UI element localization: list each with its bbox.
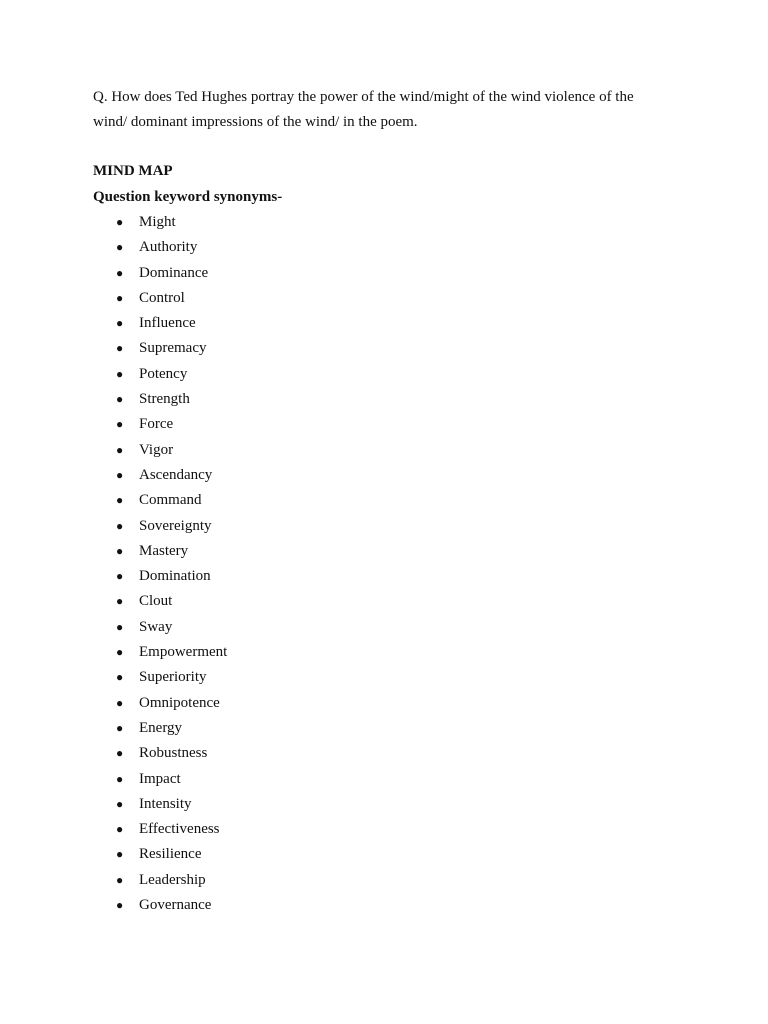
synonym-text: Omnipotence: [139, 694, 220, 711]
bullet-icon: ●: [116, 594, 124, 609]
bullet-icon: ●: [116, 796, 124, 811]
synonym-text: Control: [139, 289, 185, 306]
synonym-text: Sovereignty: [139, 517, 212, 534]
synonym-text: Authority: [139, 239, 198, 256]
synonym-text: Intensity: [139, 795, 192, 812]
bullet-icon: ●: [116, 720, 124, 735]
bullet-icon: ●: [116, 493, 124, 508]
synonym-text: Influence: [139, 315, 196, 332]
bullet-icon: ●: [116, 872, 124, 887]
synonym-text: Resilience: [139, 846, 202, 863]
bullet-icon: ●: [116, 290, 124, 305]
bullet-icon: ●: [116, 215, 124, 229]
synonym-text: Command: [139, 492, 202, 509]
synonym-text: Robustness: [139, 745, 208, 762]
mind-map-heading: MIND MAP: [93, 163, 173, 179]
keywords-heading: Question keyword synonyms-: [93, 189, 283, 205]
bullet-icon: ●: [116, 417, 124, 432]
synonym-text: Effectiveness: [139, 821, 220, 838]
synonym-text: Strength: [139, 391, 190, 408]
bullet-icon: ●: [116, 771, 124, 786]
question-line-2: wind/ dominant impressions of the wind/ in the poem.: [93, 114, 418, 130]
synonym-text: Ascendancy: [139, 466, 213, 483]
bullet-icon: ●: [116, 898, 124, 913]
synonym-text: Energy: [139, 719, 183, 736]
synonym-text: Empowerment: [139, 644, 228, 661]
bullet-icon: ●: [116, 746, 124, 761]
synonym-text: Governance: [139, 897, 212, 914]
bullet-icon: ●: [116, 569, 124, 584]
bullet-icon: ●: [116, 670, 124, 685]
bullet-icon: ●: [116, 619, 124, 634]
question-paragraph: [93, 85, 683, 135]
bullet-icon: ●: [116, 467, 124, 482]
synonym-text: Domination: [139, 568, 211, 585]
synonym-text: Dominance: [139, 264, 209, 281]
synonym-text: Vigor: [139, 441, 174, 458]
synonym-text: Sway: [139, 618, 173, 635]
synonym-text: Impact: [139, 770, 181, 787]
synonym-text: Might: [139, 214, 176, 230]
synonym-text: Mastery: [139, 542, 189, 559]
bullet-icon: ●: [116, 240, 124, 255]
bullet-icon: ●: [116, 392, 124, 407]
bullet-icon: ●: [116, 366, 124, 381]
bullet-icon: ●: [116, 316, 124, 331]
synonym-text: Potency: [139, 365, 188, 382]
bullet-icon: ●: [116, 543, 124, 558]
bullet-icon: ●: [116, 822, 124, 837]
bullet-icon: ●: [116, 695, 124, 710]
synonym-text: Force: [139, 416, 174, 433]
bullet-icon: ●: [116, 645, 124, 660]
synonym-text: Superiority: [139, 669, 207, 686]
synonym-text: Clout: [139, 593, 173, 610]
bullet-icon: ●: [116, 265, 124, 280]
synonym-text: Supremacy: [139, 340, 207, 357]
bullet-icon: ●: [116, 518, 124, 533]
question-line-1: Q. How does Ted Hughes portray the power of the wind/might of the wind violence of the: [93, 89, 634, 105]
synonym-text: Leadership: [139, 871, 206, 888]
bullet-icon: ●: [116, 847, 124, 862]
bullet-icon: ●: [116, 442, 124, 457]
bullet-icon: ●: [116, 341, 124, 356]
